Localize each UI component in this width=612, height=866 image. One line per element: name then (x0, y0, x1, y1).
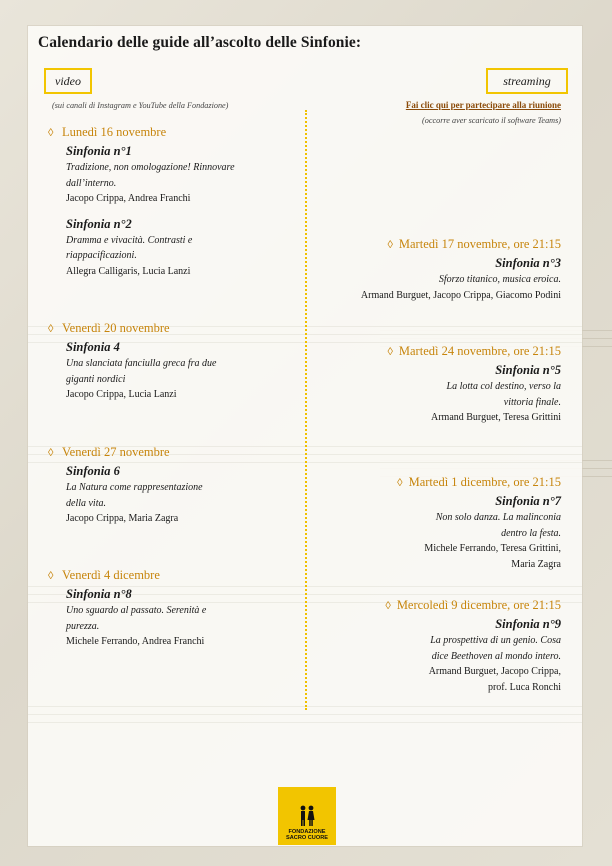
guide-names: Jacopo Crippa, Maria Zagra (66, 513, 179, 524)
event-date-text: Martedì 24 novembre, ore 21:15 (398, 344, 561, 358)
diamond-bullet-icon: ◊ (48, 447, 54, 459)
event-date (306, 343, 561, 361)
event-date (48, 124, 288, 142)
right-event (306, 597, 561, 695)
event-date-text: Mercoledì 9 dicembre, ore 21:15 (396, 598, 561, 612)
streaming-note: (occorre aver scaricato il software Teams) (422, 116, 561, 125)
diamond-bullet-icon: ◊ (48, 323, 54, 335)
diamond-bullet-icon: ◊ (48, 127, 54, 139)
event-date (306, 597, 561, 615)
guide-names: Maria Zagra (511, 558, 561, 570)
guide-names: Armand Burguet, Jacopo Crippa, Giacomo Podini (360, 289, 561, 301)
event-date (306, 474, 561, 492)
left-event (48, 124, 288, 279)
video-note: (sui canali di Instagram e YouTube della Fondazione) (52, 101, 229, 110)
guide-names: Armand Burguet, Jacopo Crippa, (428, 666, 561, 677)
symphony-description: Non solo danza. La malinconia (435, 512, 561, 523)
symphony-description: Una slanciata fanciulla greca fra due (66, 358, 217, 369)
logo-figures-icon (294, 805, 320, 827)
symphony-description: dall’interno. (66, 177, 117, 189)
event-date (48, 567, 288, 585)
event-date-text: Venerdì 4 dicembre (62, 568, 160, 582)
diamond-bullet-icon: ◊ (387, 239, 393, 251)
guide-names: Jacopo Crippa, Andrea Franchi (66, 193, 191, 204)
streaming-label: streaming (503, 73, 551, 88)
symphony-title: Sinfonia n°1 (66, 144, 132, 158)
guide-names: Armand Burguet, Teresa Grittini (430, 412, 561, 423)
symphony-block (66, 462, 288, 527)
symphony-description: della vita. (66, 497, 106, 509)
symphony-description: La lotta col destino, verso la (446, 381, 561, 392)
video-label-box (44, 68, 92, 94)
guide-names: prof. Luca Ronchi (487, 681, 561, 693)
symphony-title: Sinfonia n°9 (495, 617, 561, 631)
diamond-bullet-icon: ◊ (387, 346, 393, 358)
event-date-text: Venerdì 27 novembre (62, 445, 170, 459)
event-date-text: Martedì 1 dicembre, ore 21:15 (408, 475, 561, 489)
symphony-description: vittoria finale. (503, 396, 561, 408)
diamond-bullet-icon: ◊ (397, 477, 403, 489)
symphony-title: Sinfonia n°7 (495, 494, 561, 508)
symphony-description: Uno sguardo al passato. Serenità e (66, 605, 207, 616)
symphony-block (66, 142, 288, 207)
symphony-description: purezza. (66, 620, 100, 632)
event-date-text: Lunedì 16 novembre (62, 125, 167, 139)
symphony-description: riappacificazioni. (66, 250, 137, 261)
foundation-logo (278, 787, 336, 845)
symphony-description: La Natura come rappresentazione (66, 482, 203, 493)
symphony-title: Sinfonia n°8 (66, 587, 132, 601)
left-event (48, 444, 288, 527)
symphony-title: Sinfonia n°5 (495, 363, 561, 377)
video-label: video (55, 73, 81, 88)
symphony-description: La prospettiva di un genio. Cosa (430, 635, 561, 646)
guide-names: Allegra Calligaris, Lucia Lanzi (66, 265, 191, 277)
symphony-block (66, 585, 288, 650)
diamond-bullet-icon: ◊ (48, 570, 54, 582)
symphony-description: Dramma e vivacità. Contrasti e (66, 234, 193, 246)
guide-names: Michele Ferrando, Andrea Franchi (66, 636, 205, 647)
right-event (306, 236, 561, 303)
guide-names: Michele Ferrando, Teresa Grittini, (424, 543, 561, 554)
event-date (48, 320, 288, 338)
event-date-text: Venerdì 20 novembre (62, 321, 170, 335)
event-date (48, 444, 288, 462)
symphony-description: dice Beethoven al mondo intero. (431, 650, 561, 662)
event-date (306, 236, 561, 254)
symphony-description: Sforzo titanico, musica eroica. (438, 274, 561, 285)
streaming-label-box (486, 68, 568, 94)
symphony-description: giganti nordici (66, 373, 126, 385)
page-title: Calendario delle guide all’ascolto delle Sinfonie: (38, 34, 362, 51)
guide-names: Jacopo Crippa, Lucia Lanzi (66, 389, 177, 400)
left-event (48, 567, 288, 650)
symphony-description: dentro la festa. (501, 527, 561, 539)
symphony-description: Tradizione, non omologazione! Rinnovare (66, 162, 235, 173)
logo-text-line1: FONDAZIONE (288, 829, 326, 835)
join-meeting-link[interactable]: Fai clic qui per partecipare alla riunione (405, 100, 561, 110)
diamond-bullet-icon: ◊ (385, 600, 391, 612)
left-event (48, 320, 288, 403)
symphony-title: Sinfonia n°3 (495, 256, 561, 270)
symphony-block (66, 338, 288, 403)
event-date-text: Martedì 17 novembre, ore 21:15 (398, 237, 561, 251)
right-event (306, 474, 561, 572)
symphony-block (66, 215, 288, 280)
symphony-title: Sinfonia 6 (66, 464, 120, 478)
symphony-title: Sinfonia n°2 (66, 216, 132, 231)
logo-text-line2: SACRO CUORE (286, 835, 328, 841)
right-event (306, 343, 561, 426)
symphony-title: Sinfonia 4 (66, 340, 120, 354)
